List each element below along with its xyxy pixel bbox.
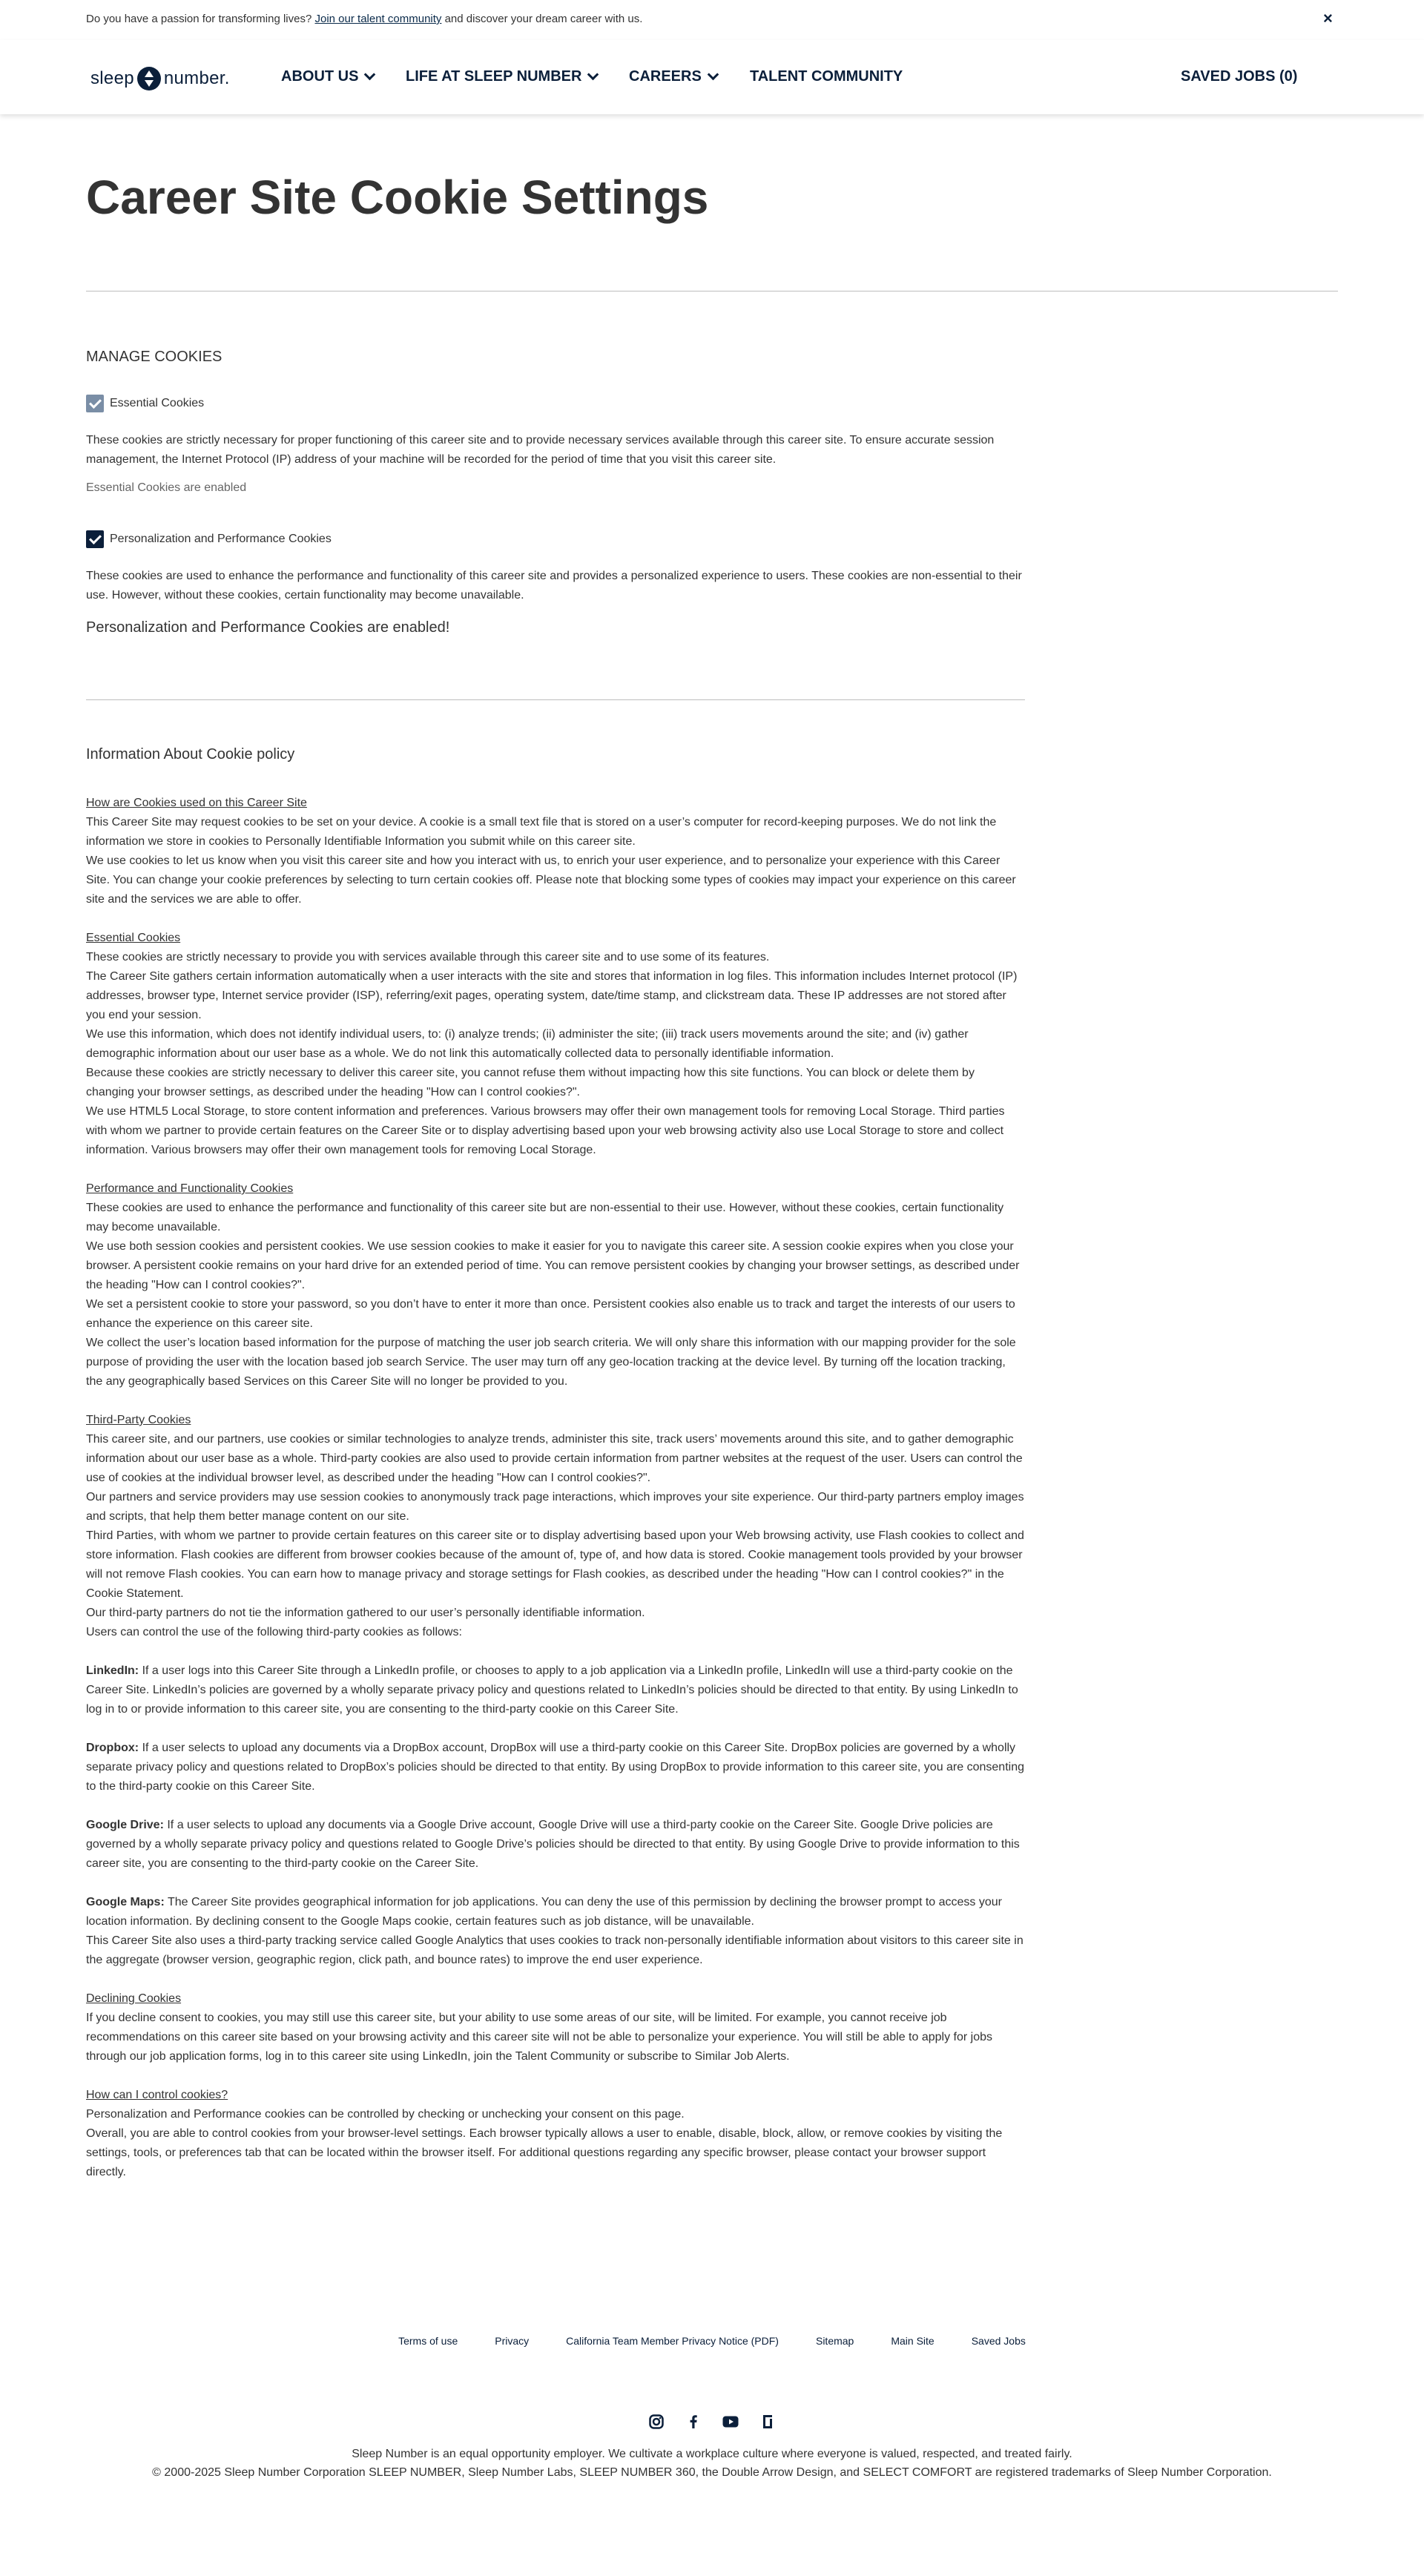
paragraph: Our third-party partners do not tie the information gathered to our user’s personally identifiable information.: [86, 1607, 645, 1619]
essential-cookies-description: These cookies are strictly necessary for proper functioning of this career site and to provide necessary services available through this career site. To ensure accurate session management, the Internet Protocol (IP) address of your machine will be recorded for the period of time that you visit this career site.: [86, 434, 995, 466]
paragraph: Personalization and Performance cookies can be controlled by checking or unchecking your consent on this page.: [86, 2108, 685, 2121]
policy-section-essential: [86, 929, 1025, 1160]
footer-link-saved-jobs[interactable]: Saved Jobs: [971, 2335, 1026, 2347]
section-title: Third-Party Cookies: [86, 1414, 191, 1426]
dropbox-text: If a user selects to upload any documents via a DropBox account, DropBox will use a third-party cookie on this Career Site. DropBox policies are governed by a wholly separate privacy policy and questions related to DropBox’s policies should be directed to that entity. By using DropBox to provide information to this career site, you are consenting to the third-party cookie on this Career Site.: [86, 1742, 1024, 1793]
nav-about-us[interactable]: [281, 68, 374, 85]
paragraph: We set a persistent cookie to store your password, so you don’t have to enter it more than once. Persistent cookies also enable us to track and target the interests of our users to enhance the experience on this career site.: [86, 1298, 1015, 1330]
section-title: Performance and Functionality Cookies: [86, 1182, 294, 1195]
section-title: Declining Cookies: [86, 1992, 182, 2005]
logo-text-left: sleep: [90, 68, 134, 88]
divider: [86, 699, 1025, 700]
footer-link-terms[interactable]: Terms of use: [398, 2335, 458, 2347]
chevron-down-icon: [364, 69, 376, 81]
section-title: Essential Cookies: [86, 932, 181, 944]
copyright-text: © 2000-2025 Sleep Number Corporation SLEEP NUMBER, Sleep Number Labs, SLEEP NUMBER 360, the Double Arrow Design, and SELECT COMFORT are registered trademarks of Sleep Number Corporation.: [152, 2466, 1272, 2479]
personalization-cookies-status: Personalization and Performance Cookies are enabled!: [86, 619, 450, 636]
section-title: How can I control cookies?: [86, 2089, 228, 2101]
policy-google-maps: [86, 1893, 1025, 1970]
chevron-down-icon: [587, 69, 599, 81]
nav-life-at-sleep-number[interactable]: [406, 68, 597, 85]
logo-text-right: number.: [163, 68, 230, 88]
manage-cookies-heading: MANAGE COOKIES: [86, 349, 222, 365]
policy-section-control: [86, 2086, 1025, 2182]
google-maps-label: Google Maps:: [86, 1896, 165, 1908]
chevron-down-icon: [708, 69, 719, 81]
linkedin-label: LinkedIn:: [86, 1664, 139, 1677]
google-drive-label: Google Drive:: [86, 1819, 164, 1831]
checkmark-icon: [89, 532, 102, 544]
paragraph: Users can control the use of the following third-party cookies as follows:: [86, 1626, 462, 1638]
paragraph: [86, 1893, 1025, 1931]
paragraph: Third Parties, with whom we partner to provide certain features on this career site or to display advertising based upon your Web browsing activity, use Flash cookies to collect and store information. Flash cookies are different from browser cookies because of the amount of, type of, and how data is stored. Cookie management tools provided by your browser will not remove Flash cookies. You can earn how to manage privacy and storage settings for Flash cookies, as described under the heading "How can I control cookies?" in the Cookie Statement.: [86, 1529, 1024, 1600]
nav-careers[interactable]: [629, 68, 717, 85]
policy-linkedin: [86, 1661, 1025, 1719]
nav-careers-label: CAREERS: [629, 68, 702, 85]
paragraph: We collect the user’s location based information for the purpose of matching the user job search criteria. We will only share this information with our mapping provider for the sole purpose of providing the user with the location based job search Service. The user may turn off any geo-location tracking at the device level. By turning off the location tracking, the any geographically based Services on this Career Site will no longer be provided to you.: [86, 1337, 1016, 1388]
announcement-text: [86, 13, 642, 25]
saved-jobs-label: SAVED JOBS (0): [1181, 68, 1298, 85]
announcement-text-before: Do you have a passion for transforming lives?: [86, 13, 312, 25]
paragraph: [86, 1816, 1025, 1874]
paragraph: If you decline consent to cookies, you may still use this career site, but your ability to use some areas of our site, will be limited. For example, you cannot receive job recommendations on this career site based on your browsing activity and this career site will not be able to personalize your experience. You will still be able to apply for jobs through our job application forms, log in to this career site using LinkedIn, join the Talent Community or subscribe to Similar Job Alerts.: [86, 2012, 992, 2063]
policy-section-how: [86, 794, 1025, 909]
essential-cookies-row: [86, 395, 204, 412]
sleep-number-logo[interactable]: [90, 67, 230, 90]
paragraph: Overall, you are able to control cookies from your browser-level settings. Each browser typically allows a user to enable, disable, block, allow, or remove cookies by visiting the settings, tools, or preferences tab that can be located within the browser itself. For additional questions regarding any specific browser, please contact your browser support directly.: [86, 2127, 1003, 2178]
paragraph: This Career Site may request cookies to be set on your device. A cookie is a small text file that is stored on a user’s computer for record-keeping purposes. We do not link the information we store in cookies to Personally Identifiable Information you submit while on this career site.: [86, 816, 997, 848]
policy-dropbox: [86, 1739, 1025, 1796]
paragraph: Because these cookies are strictly necessary to deliver this career site, you cannot refuse them without impacting how this site functions. You can block or delete them by changing your browser settings, as described under the heading "How can I control cookies?".: [86, 1067, 975, 1098]
paragraph: Our partners and service providers may use session cookies to anonymously track page interactions, which improves your site experience. Our third-party partners employ images and scripts, that help them better manage content on our site.: [86, 1491, 1024, 1523]
double-arrow-logo-icon: [137, 67, 161, 90]
social-links: [0, 2412, 1424, 2431]
linkedin-text: If a user logs into this Career Site through a LinkedIn profile, or chooses to apply to a job application via a LinkedIn profile, LinkedIn will use a third-party cookie on the Career Site. LinkedIn’s policies are governed by a wholly separate privacy policy and questions related to LinkedIn’s policies should be directed to that entity. By using LinkedIn to log in to or provide information to this career site, you are consenting to the third-party cookie on this Career Site.: [86, 1664, 1018, 1716]
facebook-icon[interactable]: [684, 2412, 703, 2431]
footer-links: [0, 2329, 1424, 2353]
personalization-cookies-description: These cookies are used to enhance the performance and functionality of this career site and provides a personalized experience to users. These cookies are non-essential to their use. However, without these cookies, certain functionality may become unavailable.: [86, 570, 1022, 602]
paragraph: [86, 1739, 1025, 1796]
equal-opportunity-statement: Sleep Number is an equal opportunity employer. We cultivate a workplace culture where everyone is valued, respected, and treated fairly.: [352, 2448, 1072, 2460]
talent-community-link[interactable]: Join our talent community: [314, 13, 442, 25]
essential-cookies-checkbox: [86, 395, 104, 412]
paragraph: These cookies are used to enhance the performance and functionality of this career site but are non-essential to their use. However, without these cookies, certain functionality may become unavailable.: [86, 1202, 1004, 1233]
personalization-cookies-row[interactable]: [86, 530, 332, 548]
section-title: How are Cookies used on this Career Site: [86, 797, 307, 809]
paragraph: This Career Site also uses a third-party tracking service called Google Analytics that uses cookies to track non-personally identifiable information about visitors to this career site in the aggregate (browser version, geographic region, click path, and bounce rates) to improve the end user experience.: [86, 1934, 1024, 1966]
paragraph: We use both session cookies and persistent cookies. We use session cookies to make it easier for you to navigate this career site. A session cookie expires when you close your browser. A persistent cookie remains on your hard drive for an extended period of time. You can remove persistent cookies by changing your browser settings, as described under the heading "How can I control cookies?".: [86, 1240, 1020, 1291]
paragraph: We use HTML5 Local Storage, to store content information and preferences. Various browsers may offer their own management tools for removing Local Storage. Third parties with whom we partner to provide certain features on the Career Site or to display advertising based upon your web browsing activity also use Local Storage to store and collect information. Various browsers may offer their own management tools for removing Local Storage.: [86, 1105, 1005, 1156]
policy-section-declining: [86, 1989, 1025, 2066]
youtube-icon[interactable]: [721, 2412, 740, 2431]
saved-jobs-link[interactable]: [1181, 68, 1297, 85]
paragraph: These cookies are strictly necessary to provide you with services available through this career site and to use some of its features.: [86, 951, 770, 963]
cookie-policy-heading: Information About Cookie policy: [86, 746, 295, 762]
glassdoor-icon[interactable]: [758, 2412, 777, 2431]
site-header: [0, 40, 1424, 114]
paragraph: This career site, and our partners, use cookies or similar technologies to analyze trends, administer this site, track users’ movements around this site, and to gather demographic information about our user base as a whole. Third-party cookies are also used to provide certain information from partner websites at the request of the user. Users can control the use of cookies at the individual browser level, as described under the heading "How can I control cookies?".: [86, 1433, 1023, 1484]
essential-cookies-label: Essential Cookies: [110, 397, 205, 409]
policy-google-drive: [86, 1816, 1025, 1874]
paragraph: [86, 1661, 1025, 1719]
paragraph: We use this information, which does not identify individual users, to: (i) analyze trends; (ii) administer the site; (iii) track users movements around the site; and (iv) gather demographic information about our user base as a whole. We do not link this automatically collected data to personally identifiable information.: [86, 1028, 969, 1060]
google-maps-text: The Career Site provides geographical information for job applications. You can deny the use of this permission by declining the browser prompt to access your location information. By declining consent to the Google Maps cookie, certain features such as job distance, will be unavailable.: [86, 1896, 1002, 1928]
nav-talent-community[interactable]: [750, 68, 903, 85]
nav-about-us-label: ABOUT US: [281, 68, 359, 85]
essential-cookies-status: Essential Cookies are enabled: [86, 481, 247, 494]
google-drive-text: If a user selects to upload any documents via a Google Drive account, Google Drive will use a third-party cookie on the Career Site. Google Drive policies are governed by a wholly separate privacy policy and questions related to Google Drive’s policies should be directed to that entity. By using Google Drive to provide information to this career site, you are consenting to the third-party cookie on the Career Site.: [86, 1819, 1020, 1870]
personalization-cookies-label: Personalization and Performance Cookies: [110, 533, 332, 545]
paragraph: The Career Site gathers certain information automatically when a user interacts with the site and stores that information in log files. This information includes Internet protocol (IP) addresses, browser type, Internet service provider (ISP), referring/exit pages, operating system, date/time stamp, and clickstream data. These IP addresses are not stored after you end your session.: [86, 970, 1018, 1021]
policy-section-third-party: [86, 1411, 1025, 1642]
footer-link-california-privacy[interactable]: California Team Member Privacy Notice (PDF): [566, 2335, 779, 2347]
footer-link-main-site[interactable]: Main Site: [891, 2335, 934, 2347]
policy-section-performance: [86, 1179, 1025, 1391]
footer-link-privacy[interactable]: Privacy: [495, 2335, 530, 2347]
dropbox-label: Dropbox:: [86, 1742, 139, 1754]
footer-link-sitemap[interactable]: Sitemap: [815, 2335, 854, 2347]
page-title: Career Site Cookie Settings: [86, 171, 709, 224]
close-icon[interactable]: ×: [1323, 9, 1333, 27]
announcement-bar: [0, 0, 1424, 40]
announcement-text-after: and discover your dream career with us.: [444, 13, 643, 25]
cookie-policy-body: [86, 794, 1025, 2201]
checkmark-icon: [89, 396, 102, 409]
nav-talent-community-label: TALENT COMMUNITY: [750, 68, 903, 85]
instagram-icon[interactable]: [647, 2412, 666, 2431]
personalization-cookies-checkbox[interactable]: [86, 530, 104, 548]
paragraph: We use cookies to let us know when you visit this career site and how you interact with us, to enrich your user experience, and to personalize your experience with this Career Site. You can change your cookie preferences by selecting to turn certain cookies off. Please note that blocking some types of cookies may impact your experience on this career site and the services we are able to offer.: [86, 854, 1016, 906]
nav-life-label: LIFE AT SLEEP NUMBER: [406, 68, 582, 85]
